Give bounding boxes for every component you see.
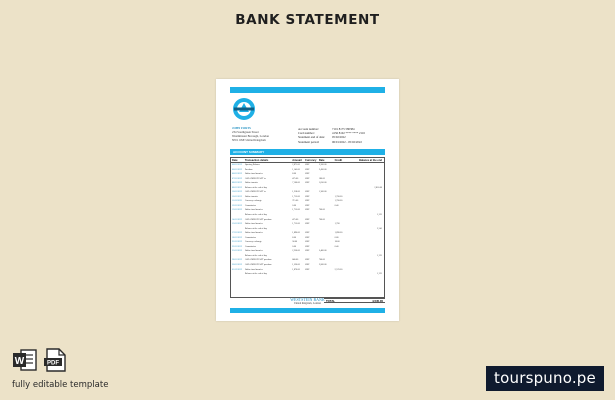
table-cell: Balance at the end of day (244, 254, 267, 257)
table-cell: ASDA MERCHANT tx (244, 191, 266, 194)
table-cell: 22/01/2022 (232, 245, 242, 248)
column-header: Balance at the end (359, 159, 383, 162)
table-cell: 1,700.00 (334, 200, 343, 203)
table-cell: 11/01/2022 (232, 200, 242, 203)
table-cell (305, 272, 319, 277)
account-key: Statement end of date: (298, 135, 325, 140)
table-cell: Online transfer (244, 195, 259, 198)
table-cell: 25/01/2022 (232, 250, 242, 253)
table-cell: GBP (305, 232, 310, 235)
svg-text:W: W (14, 356, 25, 367)
table-cell: 1,221 (377, 273, 383, 276)
table-cell: Currency exchange (244, 200, 262, 203)
table-cell: 1,715.00 (292, 209, 300, 212)
account-value: 7101 8175 580384 (332, 127, 355, 131)
account-details (298, 127, 388, 144)
brand-badge[interactable]: tourspuno.pe (486, 366, 604, 391)
page-title: BANK STATEMENT (235, 12, 380, 28)
table-cell: 1,715.00 (292, 223, 300, 226)
column-header: Date (232, 159, 238, 162)
table-cell: 715.00 (292, 200, 299, 203)
table-cell: Online transfer (244, 182, 259, 185)
table-cell: 700.00 (318, 218, 325, 221)
table-cell: 14/01/2022 (232, 218, 242, 221)
table-cell: 7,100.00 (292, 182, 300, 185)
table-cell: 1,715.00 (292, 195, 300, 198)
table-cell: 475.00 (292, 218, 299, 221)
table-cell: 8.00 (292, 173, 297, 176)
table-cell: 06/01/2022 (232, 173, 242, 176)
account-key: Statement period: (298, 139, 320, 144)
word-document-icon[interactable] (12, 348, 38, 372)
address-line: 234 Southgreen Street (232, 130, 259, 134)
table-cell: 0.00 (292, 245, 297, 248)
table-cell: Balance at the end of day (244, 227, 267, 230)
editable-caption: fully editable template (12, 380, 109, 390)
column-header: Currency (305, 159, 317, 162)
table-cell: 0.80 (334, 236, 339, 239)
table-cell: Commission (244, 236, 256, 239)
table-cell: 21/01/2022 (232, 241, 242, 244)
table-cell: GBP (305, 182, 310, 185)
table-cell: Balance at the end of day (244, 273, 267, 276)
address-line: NW1 6XE United Kingdom (232, 138, 266, 142)
table-cell: Online fund transfer (244, 268, 263, 271)
table-cell: 840.00 (292, 259, 299, 262)
table-cell: 28/01/2022 (232, 259, 242, 262)
total-row (324, 298, 385, 303)
table-cell: GBP (305, 223, 310, 226)
table-cell: GBP (305, 245, 310, 248)
table-cell: 30/01/2022 (232, 264, 242, 267)
table-cell: Opening Balance (244, 164, 260, 166)
table-cell: 2,816.00 (374, 186, 383, 189)
svg-text:PDF: PDF (47, 360, 59, 367)
column-header: Credit (334, 159, 343, 162)
bank-address-block (232, 126, 292, 142)
account-value: 4156 8102 **** **** 2116 (332, 131, 365, 136)
account-row (298, 140, 388, 144)
column-header: Amount (292, 159, 302, 162)
table-cell: 2,541 (377, 227, 383, 230)
table-cell: 1,145.00 (292, 168, 300, 171)
table-cell (231, 272, 245, 277)
footer-bank-name: WESTSTEIN BANK (290, 297, 325, 302)
table-cell: 08/01/2022 (232, 186, 242, 189)
table-cell: Online fund transfer (244, 173, 263, 176)
footer-accent-bar (230, 308, 385, 313)
bank-logo (232, 97, 256, 121)
address-line: Westminster Borough, London (232, 134, 270, 138)
table-cell: ASDA MERCHANT purchase (244, 264, 272, 267)
total-label: TOTAL (326, 299, 336, 303)
table-cell: 1,890.00 (334, 232, 343, 235)
table-cell: 1,218.00 (292, 191, 300, 194)
account-value: 05/02/2022 (332, 135, 346, 140)
table-cell: 2,450.00 (318, 168, 327, 171)
table-cell: ASDA MERCHANT tx (244, 177, 266, 180)
table-cell: 0.00 (292, 204, 297, 207)
table-cell: 1,520.00 (292, 264, 300, 267)
table-cell: GBP (305, 195, 310, 198)
table-cell: 180.00 (318, 177, 325, 180)
table-cell: ASDA MERCHANT purchase (244, 218, 272, 221)
footer-address: United Kingdom, London (294, 302, 321, 305)
table-cell: 10/01/2022 (232, 191, 242, 194)
table-cell: 1,700 (334, 223, 340, 226)
table-cell (319, 272, 335, 277)
table-cell: GBP (305, 218, 310, 221)
table-cell: GBP (305, 200, 310, 203)
account-value: 06/01/2022 - 05/02/2022 (332, 139, 362, 144)
table-cell: 3,200.00 (318, 164, 327, 166)
table-cell: 8.00 (292, 236, 297, 239)
table-cell: 475.00 (292, 177, 299, 180)
table-cell: 01/02/2022 (232, 268, 242, 271)
table-cell: 1,300.00 (318, 191, 327, 194)
table-cell: 18.00 (334, 241, 340, 244)
table-cell: 1,890.00 (292, 232, 300, 235)
section-title: ACCOUNT SUMMARY (230, 149, 385, 155)
table-cell: Commission (244, 204, 256, 207)
table-cell (335, 272, 359, 277)
table-cell: GBP (305, 268, 310, 271)
table-cell: GBP (305, 191, 310, 194)
table-cell: Online fund transfer (244, 209, 263, 212)
table-cell: 1,321 (377, 214, 383, 217)
table-cell: 08/01/2022 (232, 182, 242, 185)
header-accent-bar (230, 87, 385, 93)
bank-customer-name: JOHN FORTS (232, 126, 251, 130)
table-cell: 1,870.00 (292, 268, 300, 271)
table-cell: 700.00 (318, 259, 325, 262)
table-row (231, 272, 384, 277)
table-cell: Balance at the end of day (244, 186, 267, 189)
table-cell: 1,650.00 (318, 182, 327, 185)
table-cell: GBP (305, 164, 310, 166)
table-cell: 0.40 (334, 204, 339, 207)
table-cell: GBP (305, 236, 310, 239)
table-cell: 1,700.00 (334, 195, 343, 198)
column-header: Rate (318, 159, 325, 162)
total-value: 4,545.00 (372, 299, 383, 303)
table-cell: GBP (305, 209, 310, 212)
table-cell: 06/01/2022 (232, 168, 242, 171)
bank-statement-preview[interactable] (216, 79, 399, 321)
table-cell: Currency exchange (244, 241, 262, 244)
table-cell: 2,000.00 (318, 264, 327, 267)
table-cell: Online fund transfer (244, 250, 263, 253)
table-cell: Online fund transfer (244, 223, 263, 226)
table-cell: GBP (305, 177, 310, 180)
table-cell: 0.40 (334, 245, 339, 248)
table-cell: 2,570.00 (334, 268, 343, 271)
table-cell: 07/01/2022 (232, 177, 242, 180)
table-cell: Online fund transfer (244, 232, 263, 235)
table-cell: 2,871.00 (292, 164, 300, 166)
table-cell: 18/01/2022 (232, 236, 242, 239)
table-cell: 58.00 (292, 241, 298, 244)
account-key: Account number: (298, 127, 319, 131)
table-cell: 5,400.00 (318, 250, 327, 253)
table-cell: 2,250.00 (292, 250, 300, 253)
table-cell: GBP (305, 264, 310, 267)
table-cell: 12/01/2022 (232, 204, 242, 207)
table-cell: GBP (305, 241, 310, 244)
column-header: Transaction details (244, 159, 269, 162)
format-icons (12, 348, 68, 372)
table-cell: GBP (305, 168, 310, 171)
table-cell (292, 272, 305, 277)
table-cell: GBP (305, 173, 310, 176)
table-cell: GBP (305, 250, 310, 253)
table-body (231, 163, 384, 277)
table-cell: 06/01/2022 (232, 164, 242, 166)
table-cell: 15/01/2022 (232, 223, 242, 226)
table-cell: Purchase (244, 168, 253, 171)
table-cell: Balance at the end of day (244, 214, 267, 217)
table-cell: GBP (305, 204, 310, 207)
table-cell: 1,221 (377, 254, 383, 257)
table-cell: 10/01/2022 (232, 195, 242, 198)
transactions-table (230, 157, 385, 298)
table-cell: 700.00 (318, 209, 325, 212)
account-key: Card number: (298, 131, 315, 136)
table-cell: ASDA MERCHANT purchase (244, 259, 272, 262)
table-cell: 17/01/2022 (232, 232, 242, 235)
table-cell: GBP (305, 259, 310, 262)
pdf-document-icon[interactable] (42, 348, 68, 372)
table-cell: 13/01/2022 (232, 209, 242, 212)
table-cell: Commission (244, 245, 256, 248)
